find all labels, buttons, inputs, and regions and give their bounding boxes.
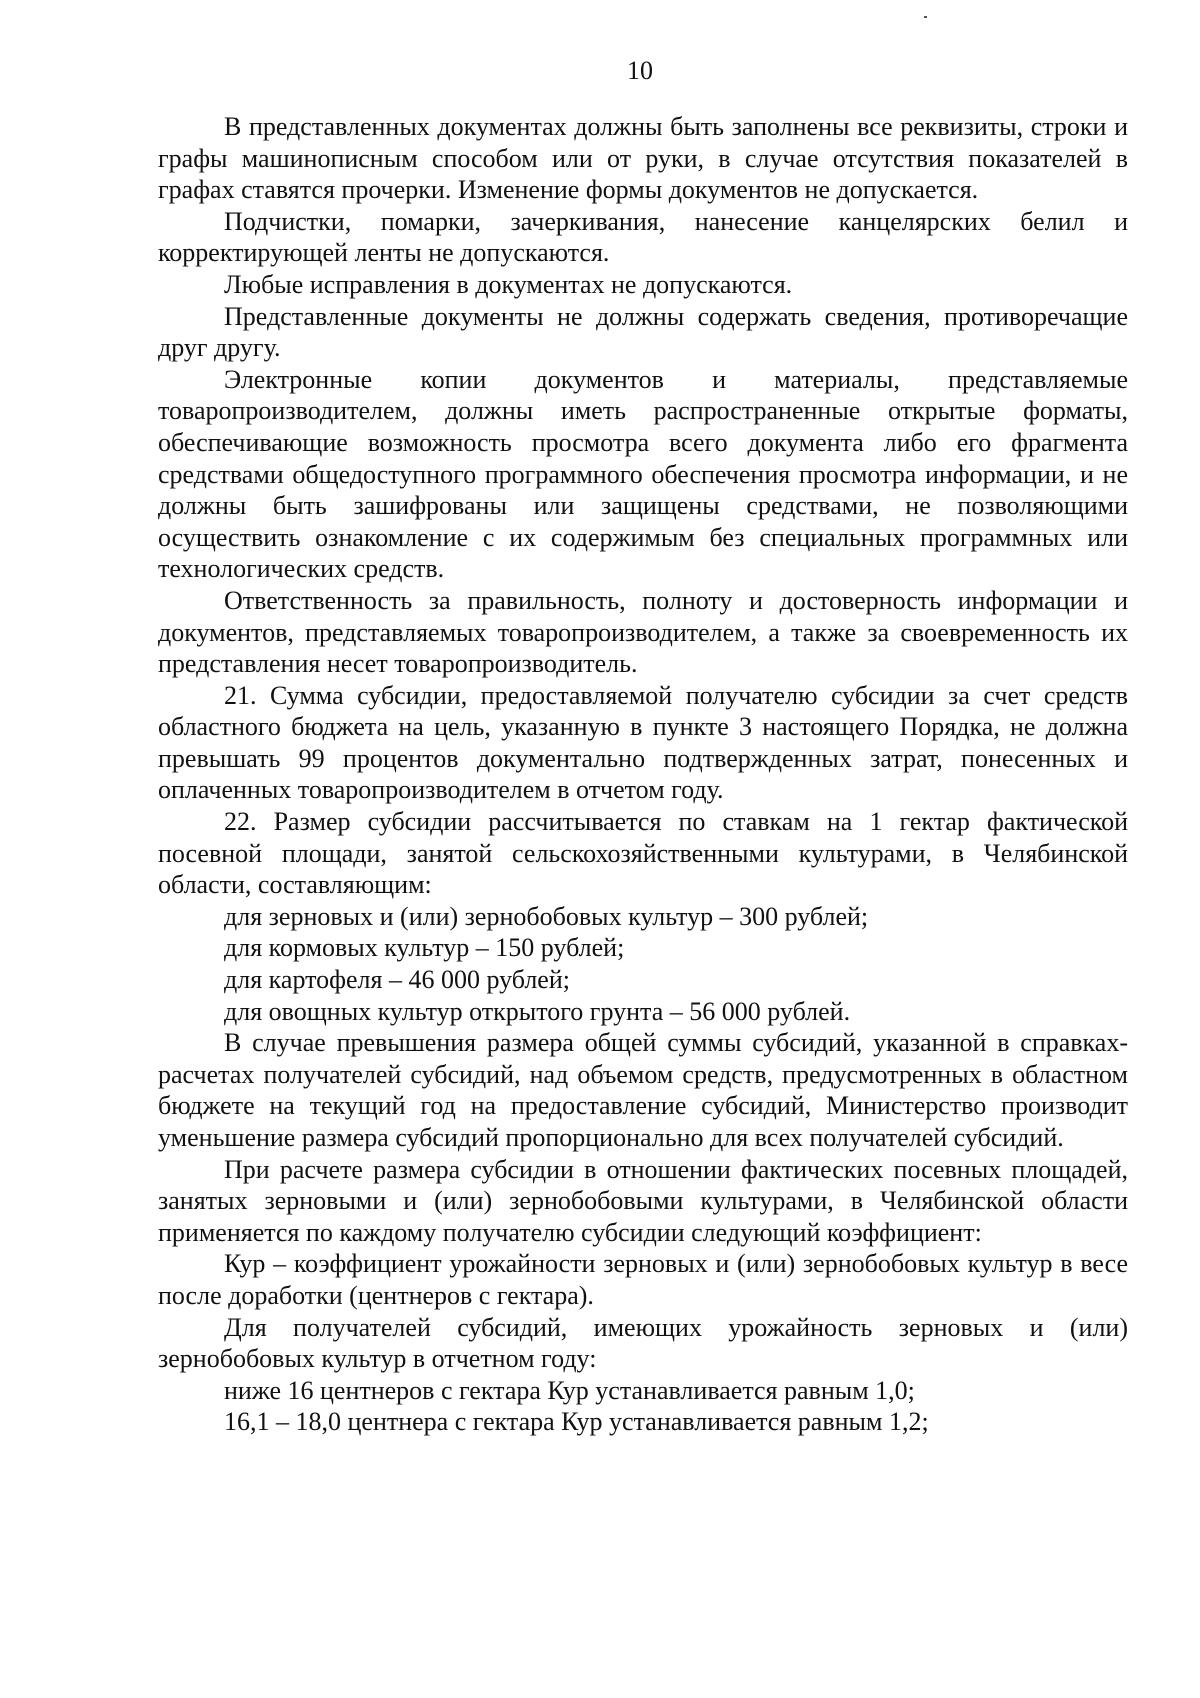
paragraph-electronic-copies: Электронные копии документов и материалы, представляемые товаропроизводителем, должны иметь распространенные открытые форматы, обеспечивающие возможность просмотра всего документа либо его фрагмента средствами общедоступного программного обеспечения просмотра информации, и не должны быть зашифрованы или защищены средствами, не позволяющими осуществить ознакомление с их содержимым без специальных программных или технологических средств. xyxy=(158,364,1128,584)
paragraph-erasures: Подчистки, помарки, зачеркивания, нанесение канцелярских белил и корректирующей ленты не допускаются. xyxy=(158,206,1128,268)
page-number: 10 xyxy=(627,56,653,85)
rate-potato: для картофеля – 46 000 рублей; xyxy=(224,965,570,995)
paragraph-contradictions: Представленные документы не должны содержать сведения, противоречащие друг другу. xyxy=(158,301,1128,363)
rate-fodder: для кормовых культур – 150 рублей; xyxy=(224,933,625,963)
document-body xyxy=(158,111,1128,1438)
paragraph-coefficient-intro: При расчете размера субсидии в отношении фактических посевных площадей, занятых зерновыми и (или) зернобобовыми культурами, в Челябинской области применяется по каждому получателю субсидии следующий коэффициент: xyxy=(158,1154,1128,1247)
rate-grain: для зерновых и (или) зернобобовых культур – 300 рублей; xyxy=(224,901,869,931)
paragraph-yield-intro: Для получателей субсидий, имеющих урожайность зерновых и (или) зернобобовых культур в отчетном году: xyxy=(158,1312,1128,1374)
yield-16-18: 16,1 – 18,0 центнера с гектара Кур устанавливается равным 1,2; xyxy=(224,1407,929,1437)
paragraph-requisites: В представленных документах должны быть заполнены все реквизиты, строки и графы машинописным способом или от руки, в случае отсутствия показателей в графах ставятся прочерки. Изменение формы документов не допускается. xyxy=(158,112,1128,205)
paragraph-21-subsidy-limit: 21. Сумма субсидии, предоставляемой получателю субсидии за счет средств областного бюджета на цель, указанную в пункте 3 настоящего Порядка, не должна превышать 99 процентов документально подтвержденных затрат, понесенных и оплаченных товаропроизводителем в отчетом году. xyxy=(158,680,1128,805)
rate-vegetables: для овощных культур открытого грунта – 56 000 рублей. xyxy=(224,996,851,1026)
paragraph-corrections: Любые исправления в документах не допускаются. xyxy=(224,269,793,299)
paragraph-responsibility: Ответственность за правильность, полноту и достоверность информации и документов, представляемых товаропроизводителем, а также за своевременность их представления несет товаропроизводитель. xyxy=(158,585,1128,679)
yield-below-16: ниже 16 центнеров с гектара Кур устанавливается равным 1,0; xyxy=(224,1375,915,1405)
scan-speck xyxy=(924,16,927,18)
paragraph-kur-definition: Кур – коэффициент урожайности зерновых и (или) зернобобовых культур в весе после доработки (центнеров с гектара). xyxy=(158,1249,1128,1310)
paragraph-22-subsidy-rates: 22. Размер субсидии рассчитывается по ставкам на 1 гектар фактической посевной площади, занятой сельскохозяйственными культурами, в Челябинской области, составляющим: xyxy=(158,807,1128,900)
paragraph-proportional-reduction: В случае превышения размера общей суммы субсидий, указанной в справках-расчетах получателей субсидий, над объемом средств, предусмотренных в областном бюджете на текущий год на предоставление субсидий, Министерство производит уменьшение размера субсидий пропорционально для всех получателей субсидий. xyxy=(158,1028,1128,1152)
